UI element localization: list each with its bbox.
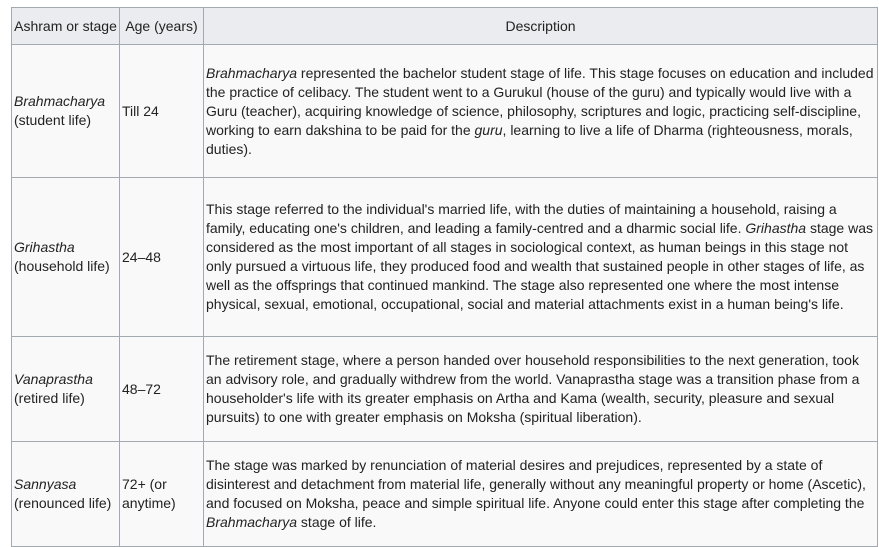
description-cell [204, 178, 878, 337]
description-cell [204, 45, 878, 178]
stage-name[interactable]: Sannyasa [14, 476, 77, 492]
ashrama-table [11, 7, 878, 547]
description-text: , learning to live a life of Dharma (righteousness, morals, duties). [206, 121, 853, 157]
stage-subtitle: (retired life) [14, 390, 85, 406]
age-cell: Till 24 [120, 45, 204, 178]
stage-name[interactable]: Vanaprastha [14, 371, 93, 387]
stage-cell [12, 45, 120, 178]
description-text: The retirement stage, where a person handed over household responsibilities to the next generation, took an advisory role, and gradually withdrew from the world. Vanaprastha stage was a transition phase from a householder's life with its greater emphasis on Artha and Kama (wealth, security, pleasure and sexual pursuits) to one with greater emphasis on Moksha (spiritual liberation). [206, 352, 860, 425]
description-italic-term[interactable]: Grihastha [745, 220, 807, 236]
age-cell: 24–48 [120, 178, 204, 337]
description-text: stage was considered as the most important of all stages in sociological context, as human beings in this stage not only pursued a virtuous life, they produced food and wealth that sustained people in other stages of life, as well as the offsprings that continued mankind. The stage also represented one where the most intense physical, sexual, emotional, occupational, social and material attachments exist in a human being's life. [206, 220, 874, 312]
stage-subtitle: (household life) [14, 258, 110, 274]
stage-subtitle: (renounced life) [14, 495, 112, 511]
description-italic-term[interactable]: Brahmacharya [206, 64, 298, 81]
stage-cell [12, 442, 120, 547]
header-stage[interactable]: Ashram or stage [12, 8, 120, 45]
description-text: This stage referred to the individual's married life, with the duties of maintaining a household, raising a family, educating one's children, and leading a family-centred and a dharmic social life. [206, 201, 837, 236]
table-row [12, 337, 878, 442]
table-row [12, 178, 878, 337]
age-cell: 72+ (or anytime) [120, 442, 204, 547]
description-cell [204, 337, 878, 442]
header-age[interactable]: Age (years) [120, 8, 204, 45]
age-cell: 48–72 [120, 337, 204, 442]
table-row [12, 442, 878, 547]
stage-subtitle: (student life) [14, 112, 92, 128]
description-text: The stage was marked by renunciation of material desires and prejudices, represented by a state of disinterest and detachment from material life, generally without any meaningful property or home (Ascetic), and focused on Moksha, peace and simple spiritual life. Anyone could enter this stage after completing the [206, 457, 866, 511]
stage-name[interactable]: Grihastha [14, 239, 75, 255]
header-row [12, 8, 878, 45]
description-italic-term[interactable]: guru [474, 121, 503, 138]
stage-name[interactable]: Brahmacharya [14, 93, 106, 109]
description-text: represented the bachelor student stage of life. This stage focuses on education and included the practice of celibacy. The student went to a Gurukul (house of the guru) and typically would live with a Guru (teacher), acquiring knowledge of science, philosophy, scriptures and logic, practicing self-discipline, working to earn dakshina to be paid for the [206, 64, 874, 138]
stage-cell [12, 178, 120, 337]
table-row [12, 45, 878, 178]
stage-cell [12, 337, 120, 442]
header-description[interactable]: Description [204, 8, 878, 45]
description-cell [204, 442, 878, 547]
description-italic-term[interactable]: Brahmacharya [206, 514, 298, 530]
description-text: stage of life. [297, 514, 377, 530]
